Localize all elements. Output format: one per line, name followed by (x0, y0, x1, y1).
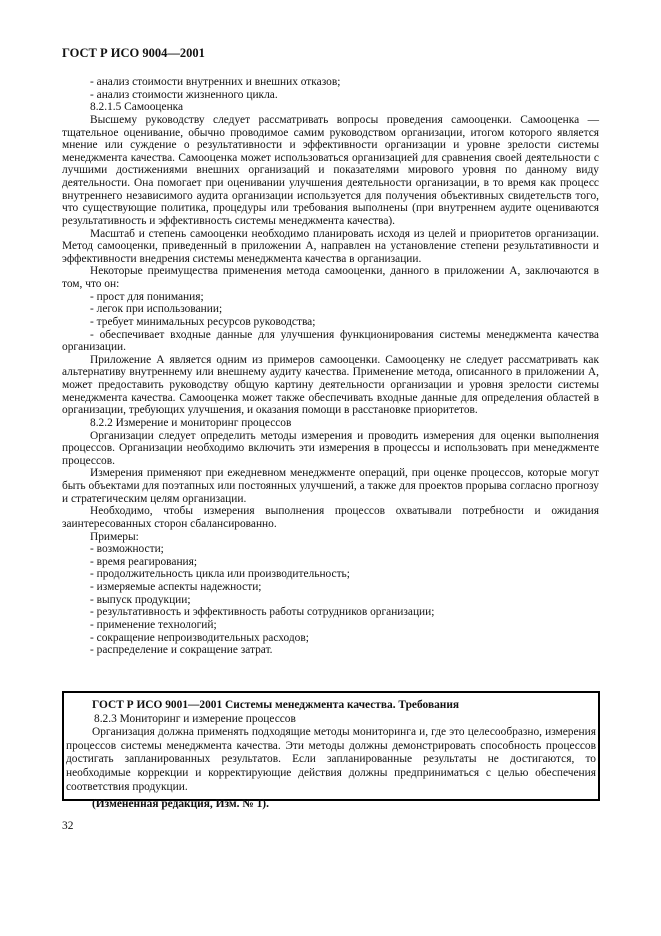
list-item: Примеры: (90, 530, 139, 543)
box-title: ГОСТ Р ИСО 9001—2001 Системы менеджмента качества. Требования (92, 699, 460, 711)
list-item: - обеспечивает входные данные для улучшения функционирования системы менеджмента качества организации. (62, 328, 599, 354)
page-number: 32 (62, 820, 74, 832)
list-item: - прост для понимания; (90, 290, 204, 303)
document-header: ГОСТ Р ИСО 9004—2001 (62, 46, 205, 60)
list-item: - распределение и сокращение затрат. (90, 644, 273, 657)
list-item: - измеряемые аспекты надежности; (90, 581, 262, 593)
list-item: - легок при использовании; (90, 303, 223, 316)
box-section-heading: 8.2.3 Мониторинг и измерение процессов (94, 712, 296, 725)
paragraph: Масштаб и степень самооценки необходимо планировать исходя из целей и приоритетов организации. Метод самооценки, приведенный в приложении А, направлен на установление степени результативности и эффективности внедрения системы менеджмента качества в организации. (62, 227, 599, 265)
paragraph: Некоторые преимущества применения метода самооценки, данного в приложении А, заключаются в том, что он: (62, 265, 599, 290)
list-item: - продолжительность цикла или производительность; (90, 568, 350, 581)
box-amendment-note: (Измененная редакция, Изм. № 1). (92, 798, 269, 811)
list-item: - анализ стоимости жизненного цикла. (90, 88, 278, 101)
list-item: - применение технологий; (90, 618, 217, 631)
list-item: - анализ стоимости внутренних и внешних отказов; (90, 76, 341, 88)
paragraph: Необходимо, чтобы измерения выполнения процессов охватывали потребности и ожидания заинтересованных сторон сбалансированно. (62, 505, 599, 530)
paragraph: Организации следует определить методы измерения и проводить измерения для оценки выполнения процессов. Организации необходимо включить эти измерения в процессы и использовать при менеджменте процессов. (62, 429, 599, 467)
list-item: 8.2.1.5 Самооценка (90, 101, 184, 114)
list-item: - результативность и эффективность работы сотрудников организации; (90, 606, 435, 619)
paragraph: Измерения применяют при ежедневном менеджменте операций, при оценке процессов, которые могут быть объектами для поэтапных или постоянных улучшений, а также для проектов прорыва согласно прогнозу и стратегическим целям организации. (62, 467, 599, 505)
list-item: 8.2.2 Измерение и мониторинг процессов (90, 416, 292, 429)
list-item: - сокращение непроизводительных расходов; (90, 631, 309, 644)
list-item: - требует минимальных ресурсов руководства; (90, 315, 316, 328)
list-item: - время реагирования; (90, 555, 198, 568)
paragraph: Приложение А является одним из примеров самооценки. Самооценку не следует рассматривать как альтернативу внутреннему или внешнему аудиту качества. Применение метода, описанного в приложении А, может предоставить руководству общую картину деятельности организации и уровня зрелости системы менеджмента качества. Самооценка может также обеспечивать входные данные для определения областей в организации, требующих улучшения, и оказания помощи в расстановке приоритетов. (62, 353, 599, 417)
paragraph: Высшему руководству следует рассматривать вопросы проведения самооценки. Самооценка — тщательное оценивание, обычно проводимое самим руководством организации, итогом которого является мнение или суждение о результативности и эффективности организации и уровне зрелости системы менеджмента качества. Самооценка может использоваться организацией для сравнения своей деятельности с лучшими достижениями внешних организаций и показателями мирового уровня по данному виду деятельности. Она помогает при оценивании улучшения деятельности организации, в то время как процесс внутреннего независимого аудита организации используется для получения объективных свидетельств того, что существующие политика, процедуры или требования выполнены (при внутреннем аудите оцениваются результативность и эффективность системы менеджмента качества). (62, 113, 599, 227)
box-paragraph: Организация должна применять подходящие методы мониторинга и, где это целесообразно, измерения процессов системы менеджмента качества. Эти методы должны демонстрировать способность процессов достигать запланированных результатов. Если запланированные результаты не достигаются, то необходимые коррекции и корректирующие действия должны предприниматься с целью обеспечения соответствия продукции. (66, 726, 596, 793)
list-item: - выпуск продукции; (90, 593, 191, 606)
quoted-standard-box (62, 691, 600, 811)
list-item: - возможности; (90, 543, 164, 556)
document-body (62, 76, 599, 657)
